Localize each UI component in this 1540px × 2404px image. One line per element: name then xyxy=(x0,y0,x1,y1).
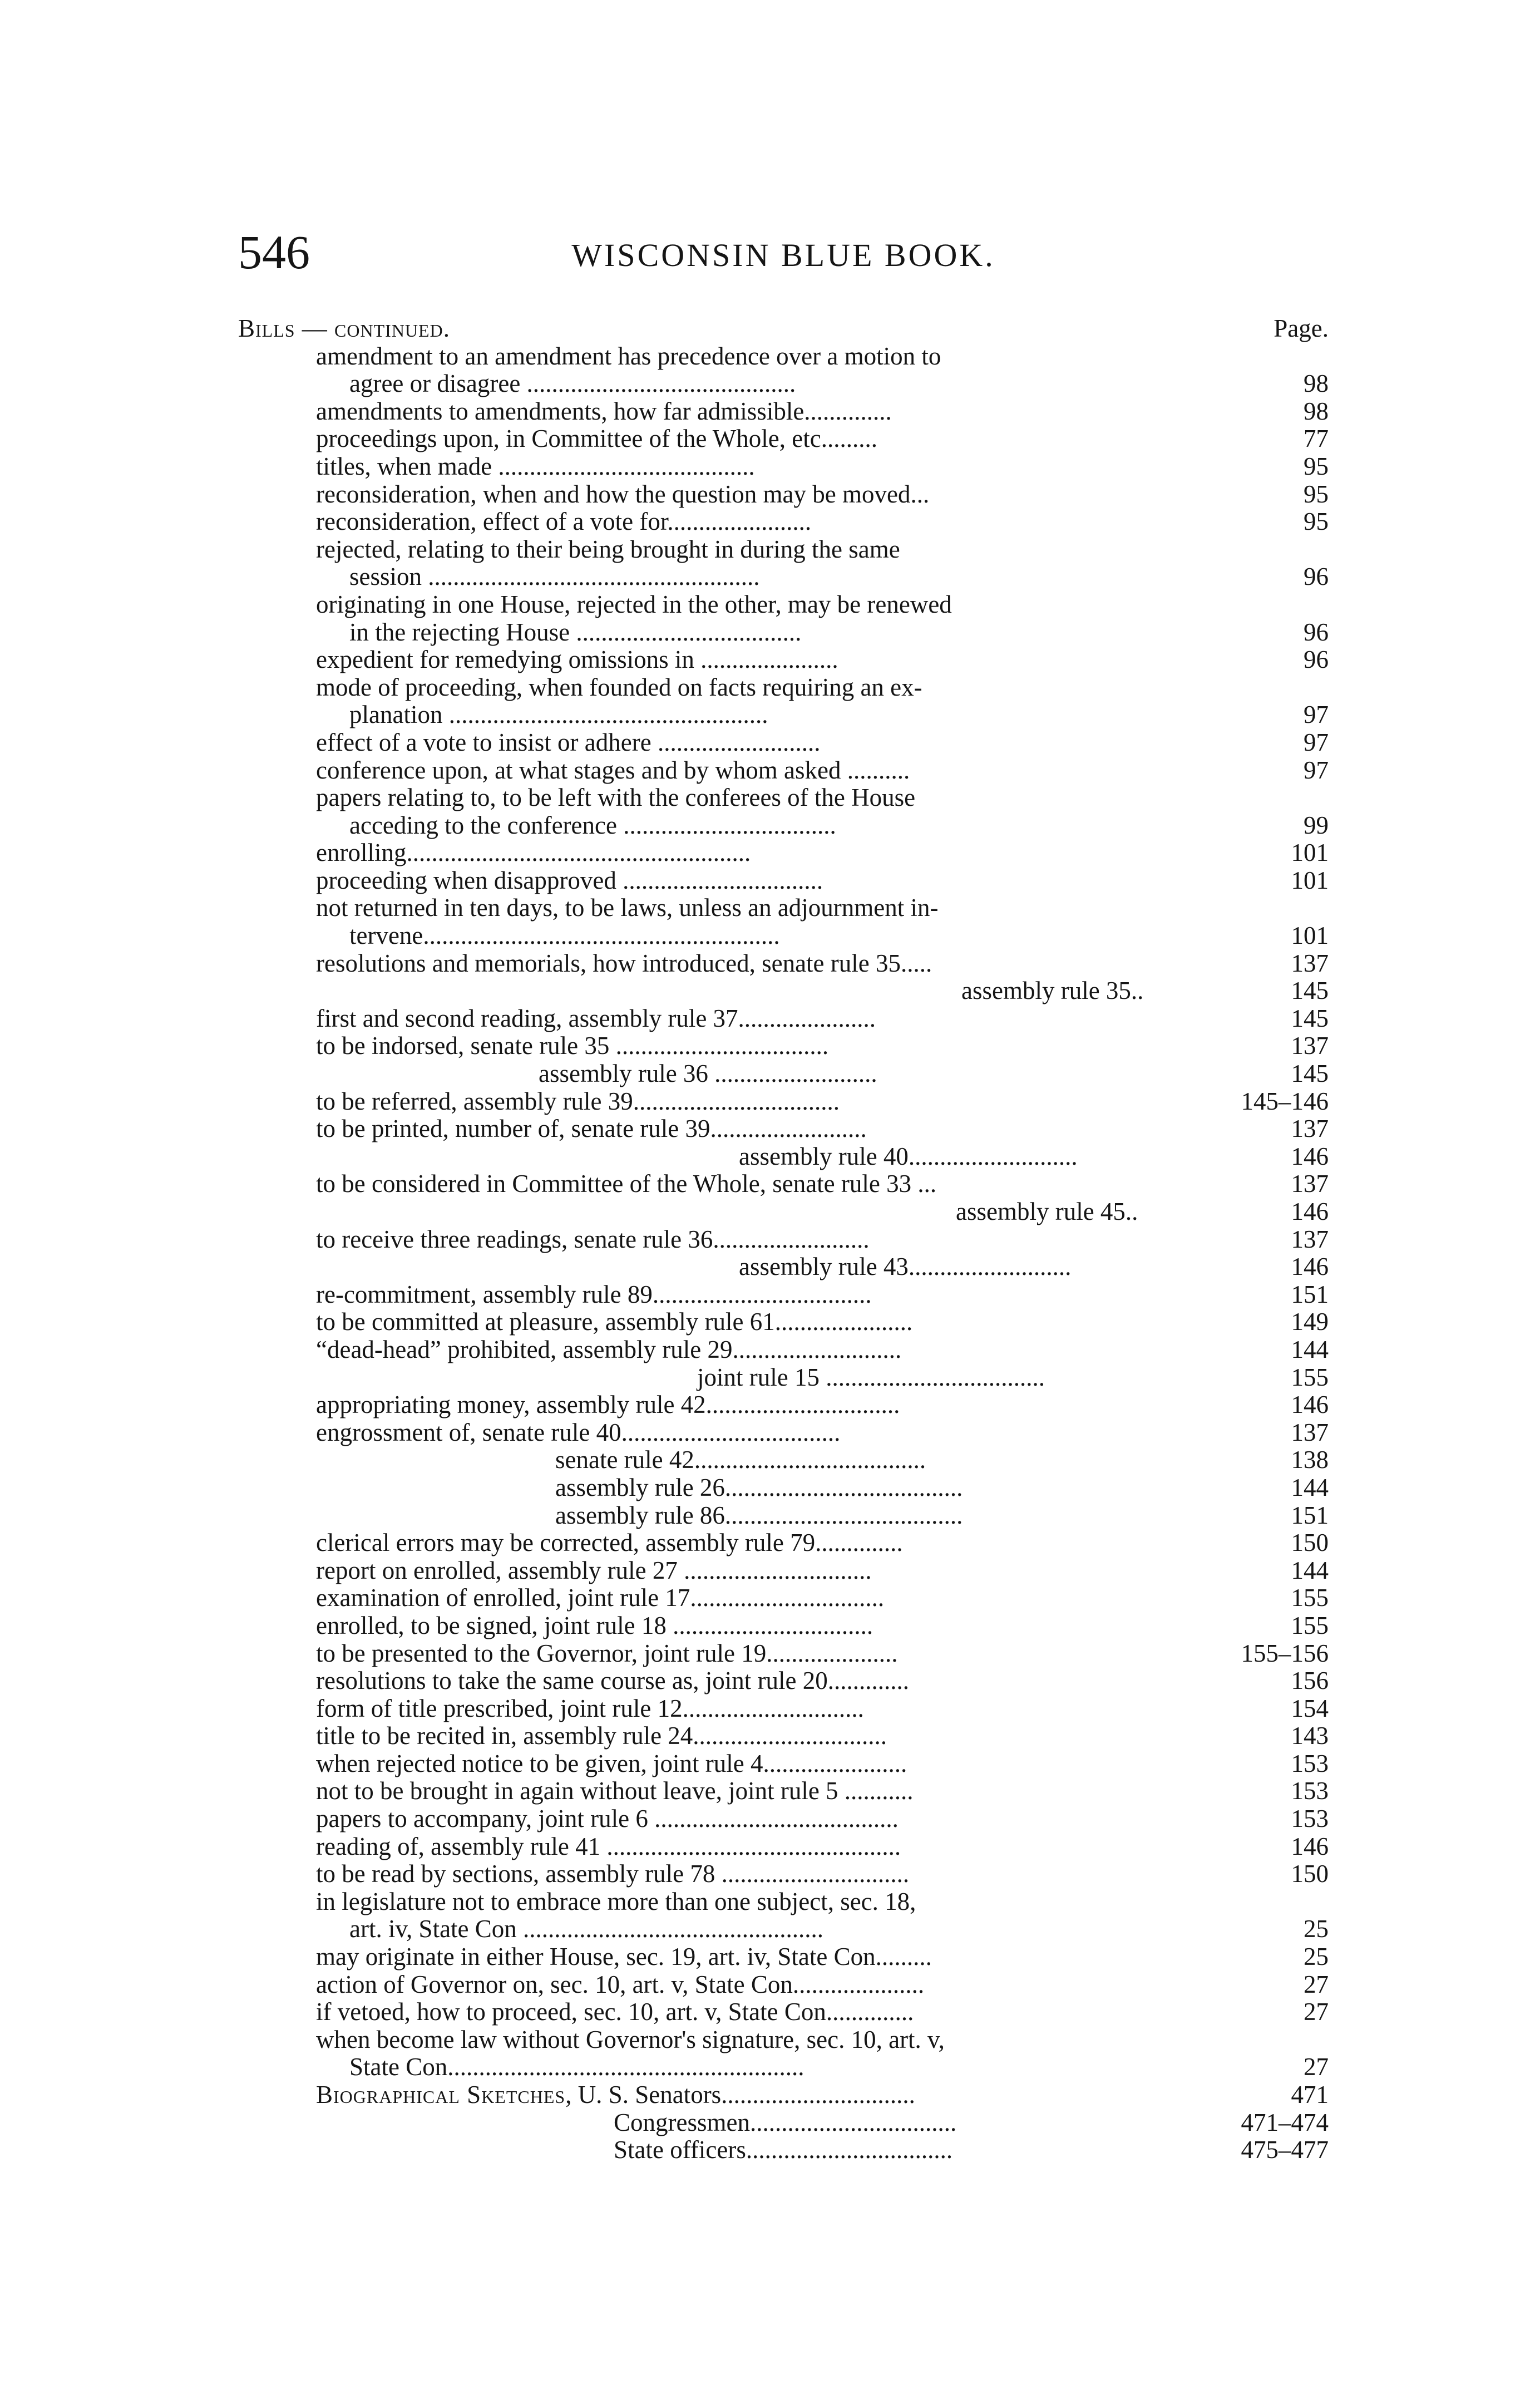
entry-page: 96 xyxy=(1304,618,1329,646)
entry-page: 145 xyxy=(1291,977,1329,1005)
entry-text: if vetoed, how to proceed, sec. 10, art. v, State Con.............. xyxy=(316,1998,914,2026)
index-entry xyxy=(238,1750,1329,1778)
page-header xyxy=(238,221,1329,283)
index-entry xyxy=(238,563,1329,591)
index-entry xyxy=(238,508,1329,536)
entry-page: 101 xyxy=(1291,922,1329,950)
index-entry xyxy=(238,757,1329,785)
entry-text: clerical errors may be corrected, assembly rule 79.............. xyxy=(316,1529,903,1557)
entry-text: to be printed, number of, senate rule 39......................... xyxy=(316,1115,867,1143)
entry-text: amendments to amendments, how far admissible.............. xyxy=(316,397,892,425)
entry-page: 137 xyxy=(1291,1225,1329,1253)
entry-page: 151 xyxy=(1291,1501,1329,1529)
entry-text: to be considered in Committee of the Whole, senate rule 33 ... xyxy=(316,1170,937,1198)
entry-text: senate rule 42..................................... xyxy=(555,1446,926,1474)
index-entry xyxy=(238,2081,1329,2109)
entry-text: form of title prescribed, joint rule 12............................. xyxy=(316,1694,864,1722)
entry-text: rejected, relating to their being brought in during the same xyxy=(316,535,900,563)
index-entry xyxy=(238,1860,1329,1888)
index-entries xyxy=(238,343,1329,2164)
entry-page: 96 xyxy=(1304,646,1329,674)
index-entry xyxy=(238,1667,1329,1695)
entry-text: reading of, assembly rule 41 ............................................... xyxy=(316,1832,901,1860)
entry-page: 156 xyxy=(1291,1667,1329,1695)
entry-page: 155–156 xyxy=(1241,1639,1329,1667)
index-heading-row xyxy=(238,315,1329,343)
entry-text: expedient for remedying omissions in ...................... xyxy=(316,646,838,674)
entry-page: 151 xyxy=(1291,1280,1329,1308)
index-entry xyxy=(238,2026,1329,2054)
entry-text: to be referred, assembly rule 39................................. xyxy=(316,1087,840,1115)
entry-text: in legislature not to embrace more than one subject, sec. 18, xyxy=(316,1887,916,1915)
entry-page: 27 xyxy=(1304,1998,1329,2026)
index-entry xyxy=(238,784,1329,812)
entry-text: action of Governor on, sec. 10, art. v, State Con..................... xyxy=(316,1970,925,1998)
entry-page: 98 xyxy=(1304,397,1329,425)
index-entry xyxy=(238,1170,1329,1198)
index-entry xyxy=(238,1253,1329,1281)
entry-text: originating in one House, rejected in the other, may be renewed xyxy=(316,590,952,618)
entry-text: to be committed at pleasure, assembly rule 61...................... xyxy=(316,1308,913,1336)
index-entry xyxy=(238,950,1329,978)
index-entry xyxy=(238,1446,1329,1474)
index-entry xyxy=(238,1722,1329,1750)
entry-text: art. iv, State Con ................................................ xyxy=(349,1915,824,1943)
entry-text: reconsideration, when and how the question may be moved... xyxy=(316,480,930,508)
entry-text: mode of proceeding, when founded on facts requiring an ex- xyxy=(316,673,922,701)
index-entry xyxy=(238,1584,1329,1612)
entry-page: 144 xyxy=(1291,1335,1329,1363)
entry-text: assembly rule 36 .......................... xyxy=(539,1060,877,1088)
entry-text: State Con......................................................... xyxy=(349,2053,804,2081)
entry-page: 138 xyxy=(1291,1446,1329,1474)
entry-text: session ..................................................... xyxy=(349,563,760,591)
entry-page: 95 xyxy=(1304,452,1329,480)
index-entry xyxy=(238,1115,1329,1143)
entry-text: to receive three readings, senate rule 36......................... xyxy=(316,1225,870,1253)
page-number: 546 xyxy=(238,225,310,279)
entry-text: assembly rule 35.. xyxy=(961,977,1144,1005)
index-entry xyxy=(238,370,1329,398)
entry-text: State officers................................. xyxy=(614,2136,953,2164)
index-entry xyxy=(238,591,1329,619)
entry-text: appropriating money, assembly rule 42............................... xyxy=(316,1391,900,1419)
entry-page: 153 xyxy=(1291,1777,1329,1805)
entry-text: “dead-head” prohibited, assembly rule 29........................... xyxy=(316,1335,902,1363)
index-entry xyxy=(238,2136,1329,2164)
entry-text: resolutions and memorials, how introduced, senate rule 35..... xyxy=(316,949,932,977)
index-entry xyxy=(238,1474,1329,1502)
entry-text: reconsideration, effect of a vote for....................... xyxy=(316,508,812,536)
index-entry xyxy=(238,1915,1329,1943)
entry-text: Biographical Sketches, U. S. Senators............................... xyxy=(316,2081,915,2109)
index-entry xyxy=(238,1060,1329,1088)
index-entry xyxy=(238,674,1329,702)
entry-text: re-commitment, assembly rule 89................................... xyxy=(316,1280,872,1308)
index-entry xyxy=(238,1308,1329,1336)
entry-text: tervene......................................................... xyxy=(349,922,780,950)
index-entry xyxy=(238,453,1329,481)
entry-page: 145 xyxy=(1291,1004,1329,1032)
entry-page: 97 xyxy=(1304,728,1329,756)
index-entry xyxy=(238,619,1329,647)
entry-text: first and second reading, assembly rule 37...................... xyxy=(316,1004,876,1032)
entry-text: titles, when made ......................................... xyxy=(316,452,755,480)
index-entry xyxy=(238,481,1329,509)
entry-text: not to be brought in again without leave, joint rule 5 ........... xyxy=(316,1777,914,1805)
index-entry xyxy=(238,1943,1329,1971)
entry-page: 27 xyxy=(1304,2053,1329,2081)
index-list xyxy=(238,315,1329,2164)
entry-text: assembly rule 26...................................... xyxy=(555,1473,963,1501)
index-entry xyxy=(238,1198,1329,1226)
entry-text: may originate in either House, sec. 19, art. iv, State Con......... xyxy=(316,1943,932,1971)
index-entry xyxy=(238,1612,1329,1640)
index-entry xyxy=(238,1777,1329,1805)
entry-text: planation ................................................... xyxy=(349,701,768,729)
entry-text: papers to accompany, joint rule 6 ....................................... xyxy=(316,1805,899,1833)
entry-text: effect of a vote to insist or adhere .......................... xyxy=(316,728,821,756)
entry-text: acceding to the conference .................................. xyxy=(349,811,836,839)
entry-page: 137 xyxy=(1291,949,1329,977)
entry-text: agree or disagree ........................................... xyxy=(349,370,796,398)
entry-page: 137 xyxy=(1291,1418,1329,1446)
index-entry xyxy=(238,1226,1329,1254)
index-entry xyxy=(238,425,1329,453)
entry-page: 153 xyxy=(1291,1805,1329,1833)
entry-page: 96 xyxy=(1304,563,1329,591)
index-entry xyxy=(238,1833,1329,1861)
entry-page: 99 xyxy=(1304,811,1329,839)
entry-text: to be read by sections, assembly rule 78 .............................. xyxy=(316,1860,910,1888)
index-entry xyxy=(238,922,1329,950)
index-entry xyxy=(238,1088,1329,1116)
index-entry xyxy=(238,1640,1329,1668)
entry-text: assembly rule 86...................................... xyxy=(555,1501,963,1529)
entry-page: 471 xyxy=(1291,2081,1329,2109)
entry-page: 27 xyxy=(1304,1970,1329,1998)
entry-text: when rejected notice to be given, joint rule 4....................... xyxy=(316,1749,907,1777)
entry-page: 475–477 xyxy=(1241,2136,1329,2164)
entry-page: 149 xyxy=(1291,1308,1329,1336)
index-entry xyxy=(238,1364,1329,1392)
entry-page: 150 xyxy=(1291,1860,1329,1888)
entry-page: 137 xyxy=(1291,1032,1329,1060)
index-entry xyxy=(238,867,1329,895)
index-entry xyxy=(238,1281,1329,1309)
index-entry xyxy=(238,536,1329,564)
entry-page: 101 xyxy=(1291,839,1329,867)
index-entry xyxy=(238,729,1329,757)
index-entry xyxy=(238,1502,1329,1530)
entry-page: 146 xyxy=(1291,1142,1329,1170)
index-entry xyxy=(238,1805,1329,1833)
entry-page: 155 xyxy=(1291,1584,1329,1612)
entry-page: 150 xyxy=(1291,1529,1329,1557)
entry-page: 153 xyxy=(1291,1749,1329,1777)
entry-page: 137 xyxy=(1291,1115,1329,1143)
entry-text: engrossment of, senate rule 40................................... xyxy=(316,1418,841,1446)
index-entry xyxy=(238,1888,1329,1916)
entry-text: assembly rule 40........................... xyxy=(739,1142,1078,1170)
entry-page: 77 xyxy=(1304,425,1329,453)
entry-text: not returned in ten days, to be laws, unless an adjournment in- xyxy=(316,894,939,922)
index-entry xyxy=(238,977,1329,1005)
index-entry xyxy=(238,1529,1329,1557)
entry-page: 98 xyxy=(1304,370,1329,398)
entry-page: 146 xyxy=(1291,1391,1329,1419)
index-heading: Bills — continued. xyxy=(238,314,450,342)
entry-text: enrolling....................................................... xyxy=(316,839,751,867)
index-entry xyxy=(238,839,1329,867)
entry-text: title to be recited in, assembly rule 24............................... xyxy=(316,1722,887,1750)
entry-page: 25 xyxy=(1304,1943,1329,1971)
index-entry xyxy=(238,2053,1329,2081)
entry-text: proceedings upon, in Committee of the Whole, etc......... xyxy=(316,425,877,453)
index-entry xyxy=(238,1143,1329,1171)
index-entry xyxy=(238,1695,1329,1723)
entry-text: enrolled, to be signed, joint rule 18 ................................ xyxy=(316,1611,873,1639)
entry-page: 25 xyxy=(1304,1915,1329,1943)
index-entry xyxy=(238,1032,1329,1060)
entry-text: examination of enrolled, joint rule 17............................... xyxy=(316,1584,885,1612)
entry-text: amendment to an amendment has precedence over a motion to xyxy=(316,342,941,370)
entry-page: 145 xyxy=(1291,1060,1329,1088)
entry-page: 137 xyxy=(1291,1170,1329,1198)
index-entry xyxy=(238,812,1329,840)
entry-text: joint rule 15 ................................... xyxy=(697,1363,1045,1391)
entry-page: 155 xyxy=(1291,1611,1329,1639)
entry-text: Congressmen................................. xyxy=(614,2108,957,2136)
entry-page: 95 xyxy=(1304,508,1329,536)
index-entry xyxy=(238,343,1329,371)
entry-text: papers relating to, to be left with the conferees of the House xyxy=(316,784,916,812)
entry-text: conference upon, at what stages and by whom asked .......... xyxy=(316,756,910,784)
index-entry xyxy=(238,2109,1329,2137)
entry-text: proceeding when disapproved ................................ xyxy=(316,866,823,894)
entry-page: 155 xyxy=(1291,1363,1329,1391)
entry-page: 101 xyxy=(1291,866,1329,894)
entry-page: 97 xyxy=(1304,701,1329,729)
index-entry xyxy=(238,1419,1329,1447)
entry-text: when become law without Governor's signature, sec. 10, art. v, xyxy=(316,2025,945,2053)
index-entry xyxy=(238,894,1329,922)
index-entry xyxy=(238,1336,1329,1364)
entry-page: 146 xyxy=(1291,1198,1329,1225)
entry-text: in the rejecting House .................................... xyxy=(349,618,802,646)
entry-page: 144 xyxy=(1291,1556,1329,1584)
index-entry xyxy=(238,1391,1329,1419)
entry-text: to be indorsed, senate rule 35 .................................. xyxy=(316,1032,829,1060)
entry-page: 95 xyxy=(1304,480,1329,508)
index-entry xyxy=(238,1557,1329,1585)
index-entry xyxy=(238,1005,1329,1033)
running-title: WISCONSIN BLUE BOOK. xyxy=(571,237,995,273)
entry-page: 144 xyxy=(1291,1473,1329,1501)
entry-text: resolutions to take the same course as, joint rule 20............. xyxy=(316,1667,910,1695)
entry-page: 145–146 xyxy=(1241,1087,1329,1115)
index-entry xyxy=(238,398,1329,426)
index-entry xyxy=(238,646,1329,674)
entry-page: 146 xyxy=(1291,1832,1329,1860)
entry-text: assembly rule 43.......................... xyxy=(739,1253,1072,1281)
entry-text: to be presented to the Governor, joint rule 19..................... xyxy=(316,1639,898,1667)
page-column-label: Page. xyxy=(1274,314,1329,342)
entry-text: report on enrolled, assembly rule 27 .............................. xyxy=(316,1556,872,1584)
index-entry xyxy=(238,1998,1329,2026)
index-entry xyxy=(238,701,1329,729)
entry-text: assembly rule 45.. xyxy=(956,1198,1138,1225)
entry-page: 154 xyxy=(1291,1694,1329,1722)
entry-page: 97 xyxy=(1304,756,1329,784)
index-entry xyxy=(238,1971,1329,1999)
entry-page: 143 xyxy=(1291,1722,1329,1750)
entry-page: 146 xyxy=(1291,1253,1329,1281)
entry-page: 471–474 xyxy=(1241,2108,1329,2136)
